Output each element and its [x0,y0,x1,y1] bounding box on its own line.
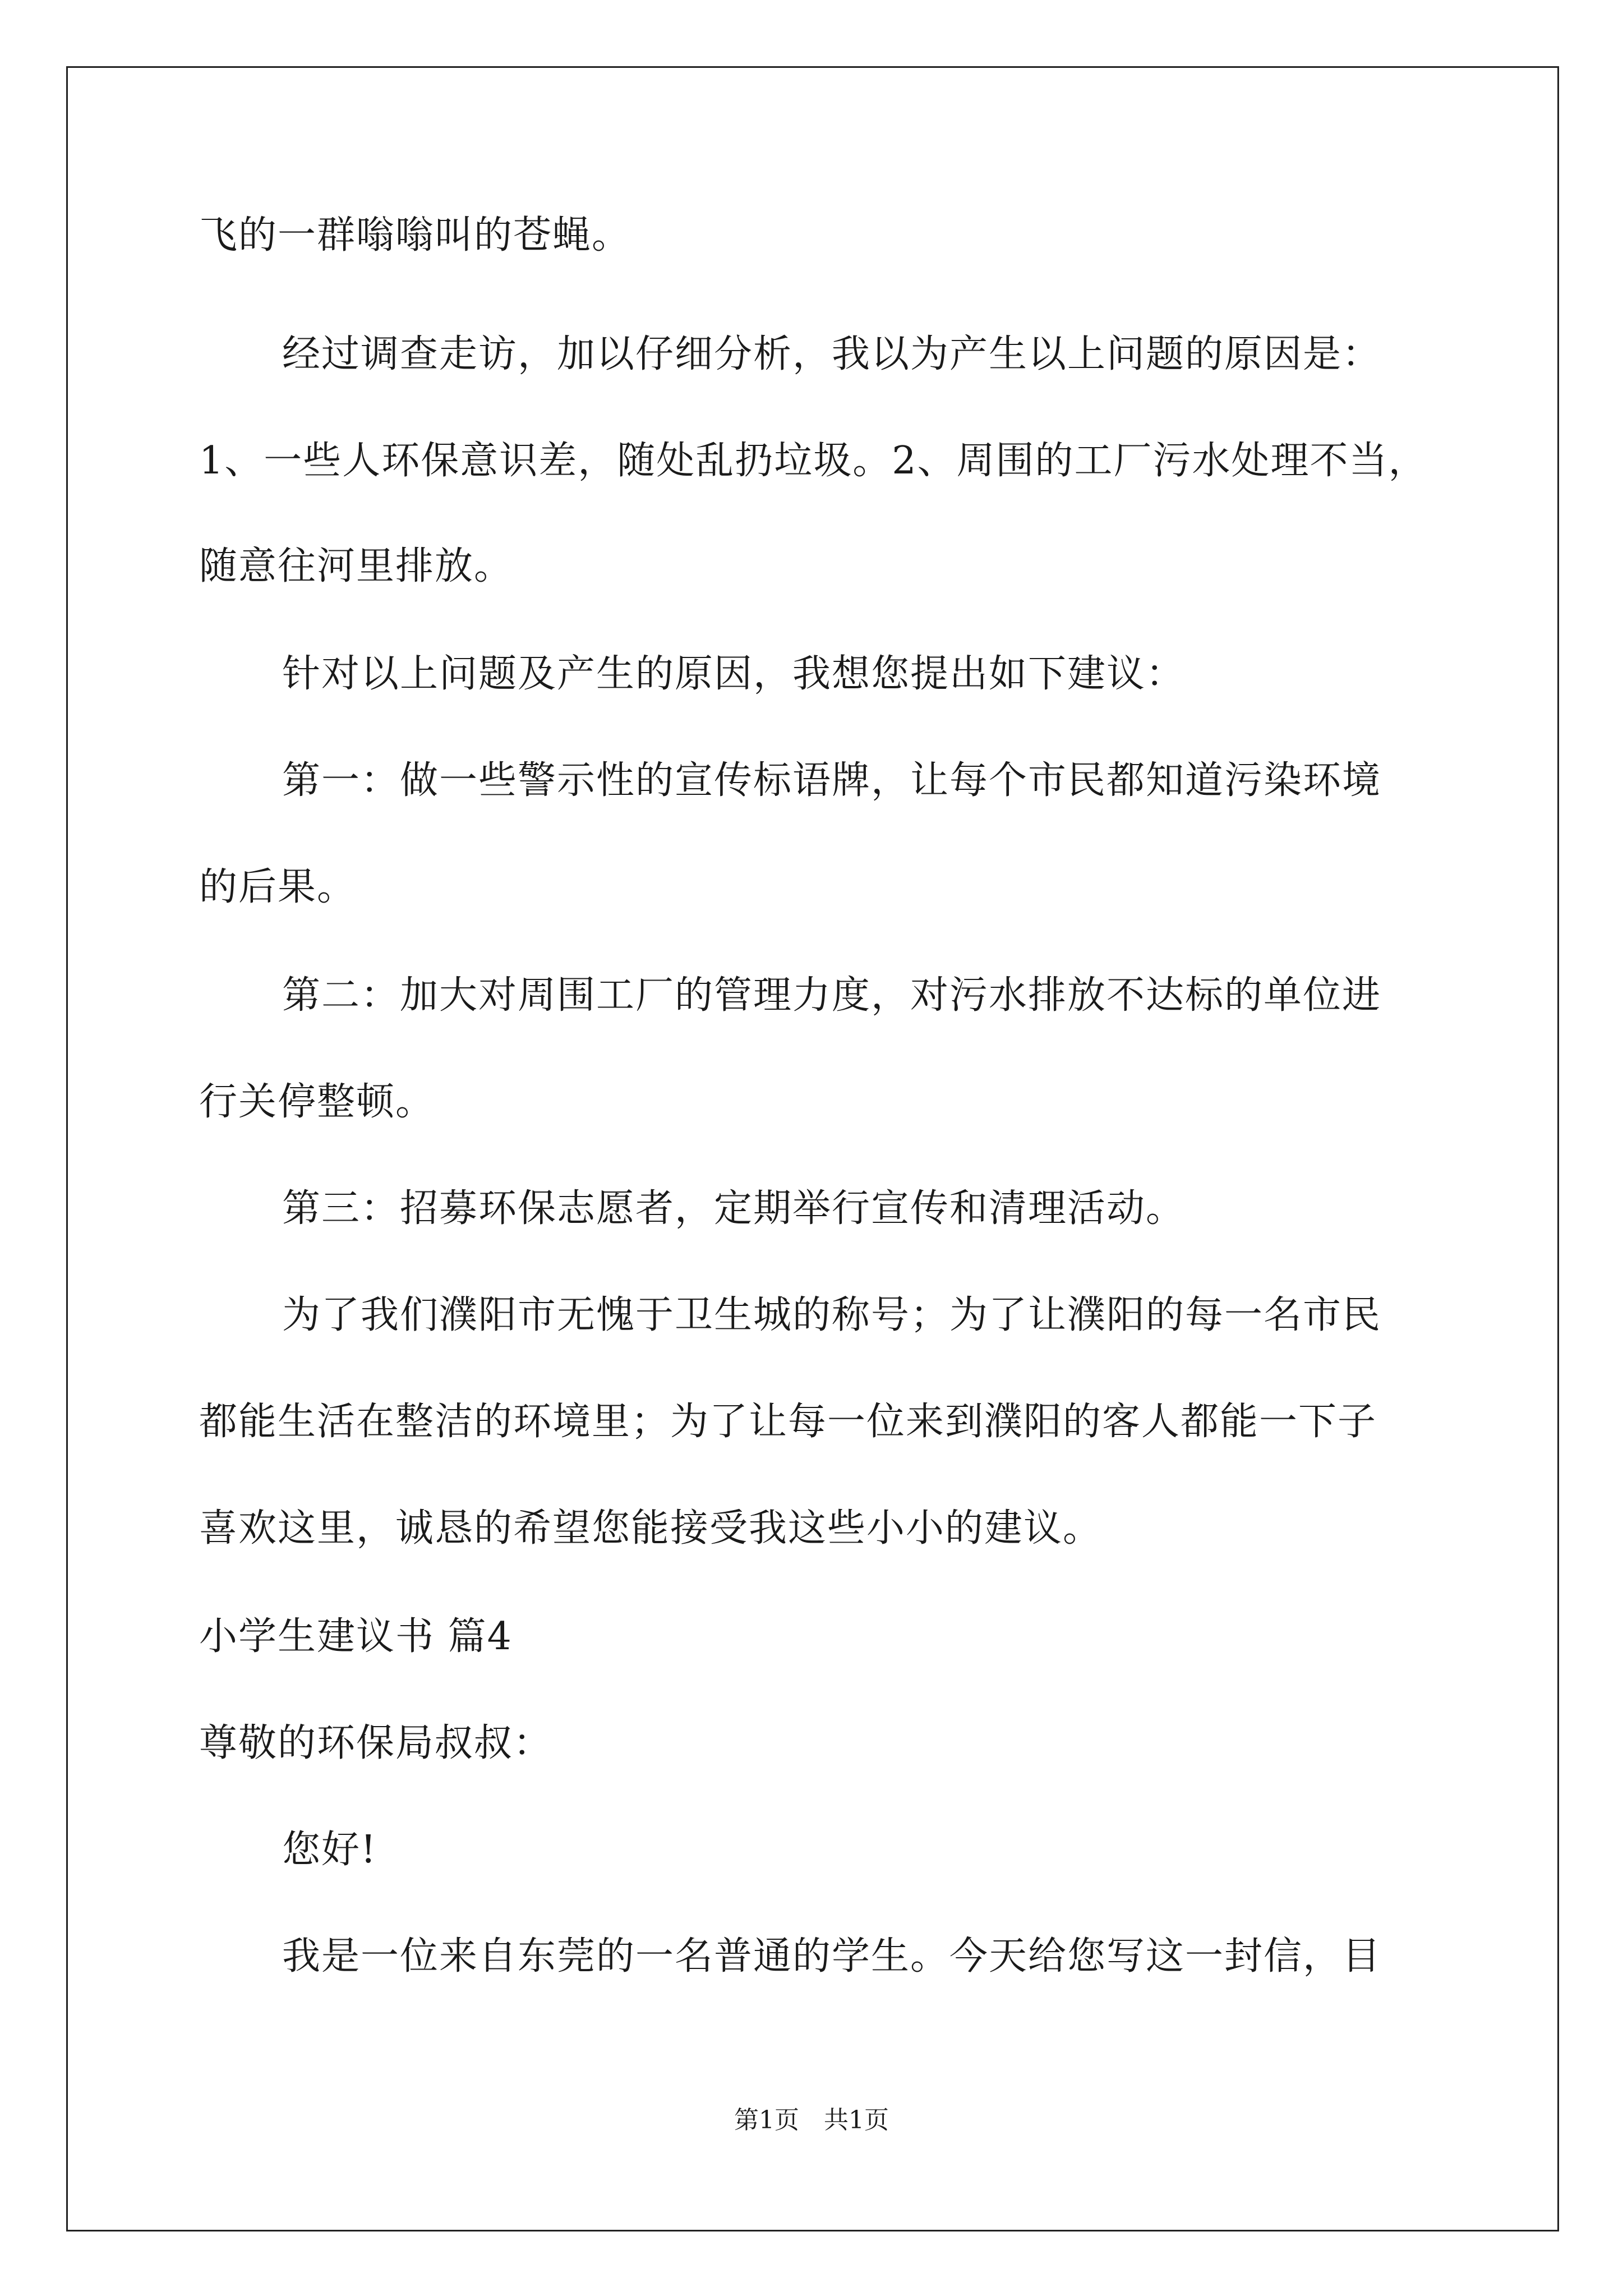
greeting: 您好! [282,1828,377,1872]
text-line: 第一：做一些警示性的宣传标语牌，让每个市民都知道污染环境 [282,758,1382,803]
text-line: 为了我们濮阳市无愧于卫生城的称号；为了让濮阳的每一名市民 [282,1293,1382,1337]
salutation: 尊敬的环保局叔叔： [199,1721,553,1765]
text-line: 行关停整顿。 [199,1080,435,1124]
text-line: 针对以上问题及产生的原因，我想您提出如下建议： [282,652,1186,696]
text-line: 第三：招募环保志愿者，定期举行宣传和清理活动。 [282,1186,1186,1231]
text-line: 1、一些人环保意识差，随处乱扔垃圾。2、周围的工厂污水处理不当， [199,439,1428,483]
text-line: 第二：加大对周围工厂的管理力度，对污水排放不达标的单位进 [282,973,1382,1018]
text-line: 随意往河里排放。 [199,544,514,588]
text-line: 喜欢这里，诚恳的希望您能接受我这些小小的建议。 [199,1506,1103,1550]
text-line: 经过调查走访，加以仔细分析，我以为产生以上问题的原因是： [282,332,1382,376]
section-heading: 小学生建议书 篇4 [199,1614,513,1659]
page-border [66,66,1559,2231]
page-number-footer: 第1页 共1页 [734,2106,889,2134]
text-line: 都能生活在整洁的环境里；为了让每一位来到濮阳的客人都能一下子 [199,1400,1377,1444]
text-line: 我是一位来自东莞的一名普通的学生。今天给您写这一封信，目 [282,1934,1382,1978]
text-line: 飞的一群嗡嗡叫的苍蝇。 [199,213,631,257]
text-line: 的后果。 [199,865,357,909]
